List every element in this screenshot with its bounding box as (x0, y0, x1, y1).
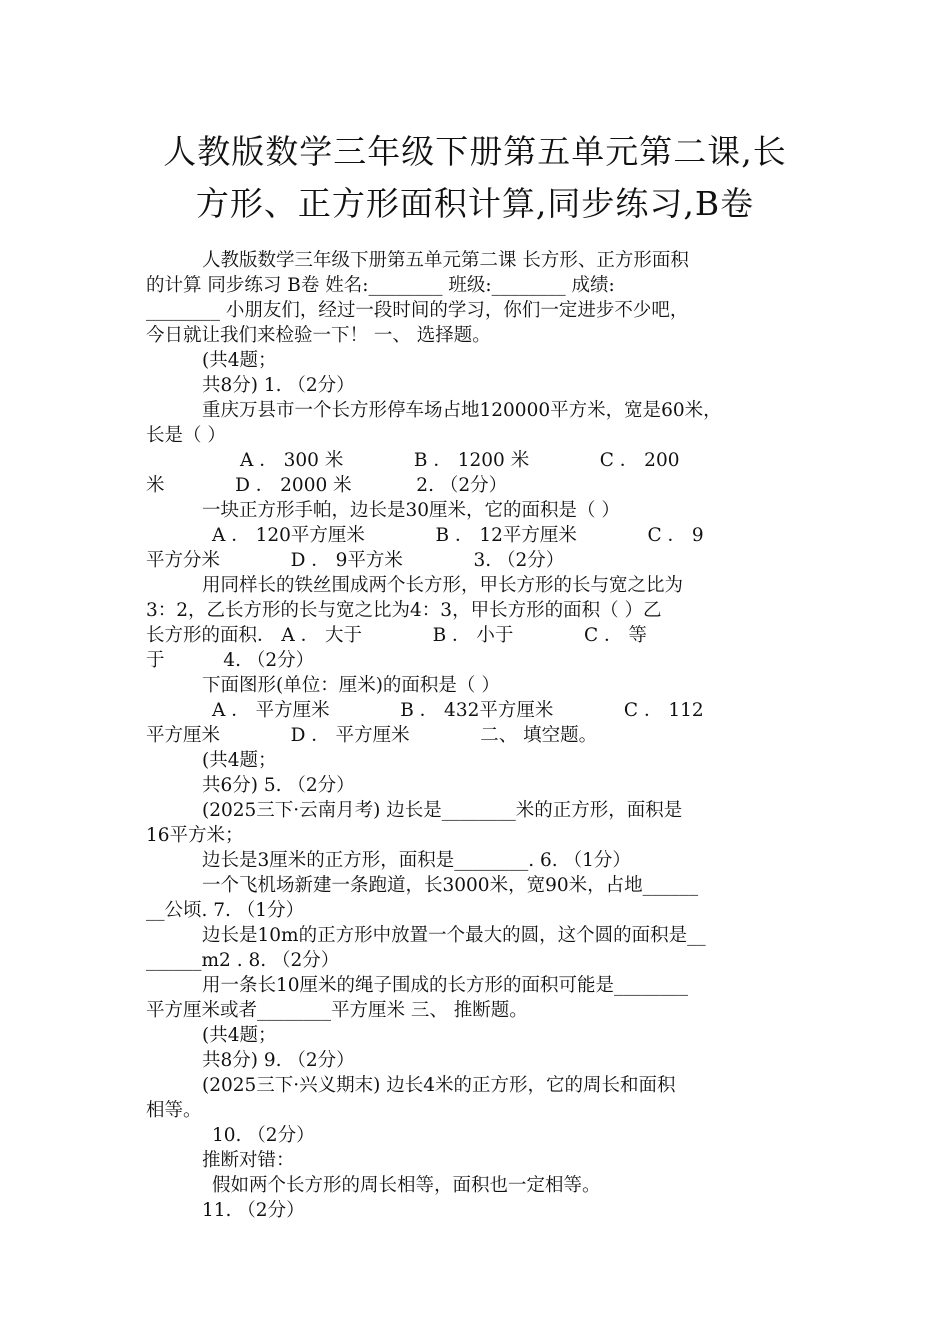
text-line: 一个飞机场新建一条跑道，长3000米，宽90米，占地______ (202, 875, 699, 896)
document-body (146, 248, 808, 1223)
option-line: 长方形的面积． A ． 大于 B ． 小于 C ． 等 (146, 625, 647, 646)
text-line: 10. （2分） (212, 1125, 315, 1146)
text-line: 的计算 同步练习 B卷 姓名:________ 班级:________ 成绩: (146, 275, 615, 296)
text-line: ______m2 . 8. （2分） (146, 950, 340, 971)
text-line: 边长是3厘米的正方形，面积是________. 6. （1分） (202, 850, 631, 871)
text-line: 相等。 (146, 1100, 202, 1121)
text-line: __公顷. 7. （1分） (146, 900, 305, 921)
text-line: 假如两个长方形的周长相等，面积也一定相等。 (212, 1175, 601, 1196)
option-line: A ． 120平方厘米 B ． 12平方厘米 C ． 9 (212, 525, 704, 546)
text-line: ________ 小朋友们，经过一段时间的学习，你们一定进步不少吧， (146, 300, 689, 321)
text-line: 平方厘米或者________平方厘米 三、 推断题。 (146, 1000, 528, 1021)
text-line: 长是（ ） (146, 425, 226, 446)
text-line: 共8分) 9. （2分） (202, 1050, 355, 1071)
text-line: 3：2，乙长方形的长与宽之比为4：3，甲长方形的面积（ ）乙 (146, 600, 662, 621)
title-line-2: 方形、正方形面积计算,同步练习,B卷 (195, 184, 755, 223)
text-line: 重庆万县市一个长方形停车场占地120000平方米，宽是60米， (202, 400, 722, 421)
text-line: (2025三下·云南月考) 边长是________米的正方形，面积是 (202, 800, 683, 821)
option-line: 平方分米 D ． 9平方米 3. （2分） (146, 550, 565, 571)
text-line: 人教版数学三年级下册第五单元第二课 长方形、正方形面积 (202, 250, 689, 271)
option-line: A ． 300 米 B ． 1200 米 C ． 200 (240, 450, 680, 471)
text-line: 共8分) 1. （2分） (202, 375, 355, 396)
text-line: 用一条长10厘米的绳子围成的长方形的面积可能是________ (202, 975, 689, 996)
option-line: 米 D ． 2000 米 2. （2分） (146, 475, 508, 496)
text-line: (2025三下·兴义期末) 边长4米的正方形，它的周长和面积 (202, 1075, 676, 1096)
text-line: 下面图形(单位：厘米)的面积是（ ） (202, 675, 500, 696)
text-line: 用同样长的铁丝围成两个长方形，甲长方形的长与宽之比为 (202, 575, 684, 596)
text-line: 11. （2分） (202, 1200, 305, 1221)
text-line: 共6分) 5. （2分） (202, 775, 355, 796)
text-line: (共4题； (202, 1025, 277, 1046)
option-line: 平方厘米 D ． 平方厘米 二、 填空题。 (146, 725, 598, 746)
option-line: A ． 平方厘米 B ． 432平方厘米 C ． 112 (212, 700, 704, 721)
text-line: (共4题； (202, 350, 277, 371)
title-line-1: 人教版数学三年级下册第五单元第二课,长 (163, 132, 787, 171)
text-line: 16平方米； (146, 825, 244, 846)
text-line: 今日就让我们来检验一下！ 一、 选择题。 (146, 325, 491, 346)
text-line: 一块正方形手帕，边长是30厘米，它的面积是（ ） (202, 500, 620, 521)
option-line: 于 4. （2分） (146, 650, 315, 671)
text-line: 推断对错： (202, 1150, 295, 1171)
text-line: 边长是10m的正方形中放置一个最大的圆，这个圆的面积是__ (202, 925, 706, 946)
text-line: (共4题； (202, 750, 277, 771)
document-title (100, 126, 850, 230)
